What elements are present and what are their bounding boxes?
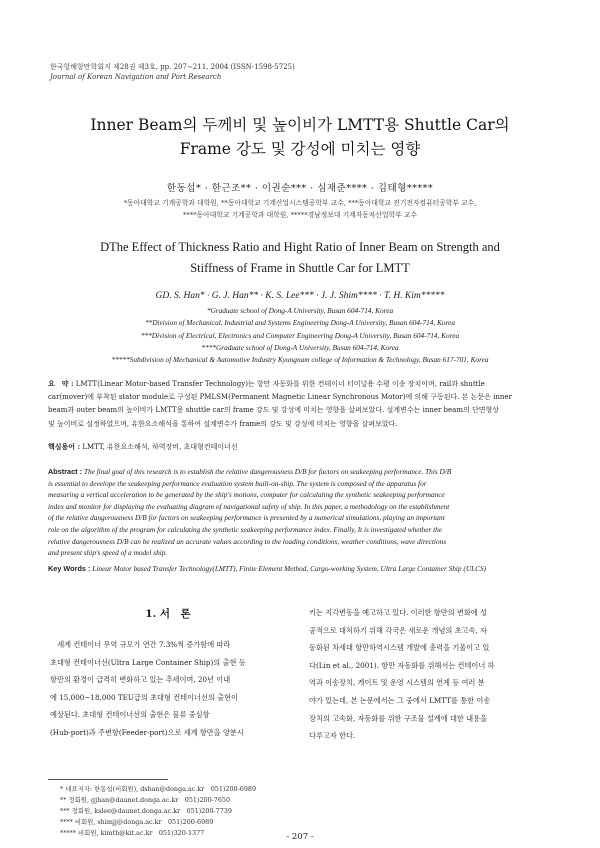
body-line: 세계 컨테이너 무역 규모가 연간 7.3%씩 증가함에 따라: [57, 640, 231, 649]
english-affiliation-line: ****Graduate school of Dong-A University, Busan 604-714, Korea: [201, 342, 399, 352]
english-authors: GD. S. Han* · G. J. Han** · K. S. Lee*** · J. J. Shim**** · T. H. Kim*****: [155, 291, 445, 301]
body-line: (Hub-port)과 주변항(Feeder-port)으로 세계 항만을 양분시: [50, 727, 244, 737]
english-keywords-label: Key Words :: [48, 564, 91, 573]
korean-keywords-text: LMTT, 유한요소해석, 하역장비, 초대형컨테이너선: [82, 443, 238, 451]
body-column-left: [50, 636, 290, 742]
body-line: 역과 이송장치, 게이트 및 운영 시스템의 연계 등 여러 분: [309, 678, 485, 688]
abstract-line: is essential to develope the seakeeping performance evaluation system built-on-ship. The system is composed of the apparatus for: [48, 478, 427, 488]
korean-abstract: [48, 377, 558, 431]
body-line: 다루고자 한다.: [309, 731, 356, 741]
english-affiliations: [40, 305, 560, 366]
korean-abstract-label: 요 약 :: [48, 379, 74, 388]
footnotes: [60, 784, 256, 839]
korean-affiliation-line: ****동아대학교 기계공학과 대학원, *****경남정보대 기계자동차산업학부 교수: [183, 211, 417, 219]
english-abstract-label: Abstract :: [48, 467, 83, 476]
body-line: 동화된 차세대 항만하역시스템 개발에 총력을 기울이고 있: [309, 643, 490, 653]
page-number: - 207 -: [286, 832, 314, 842]
abstract-line: index and monitor for displaying the evaluating diagram of navigational safety of ship. In this paper, a methodology on the establishment: [48, 501, 450, 511]
footnote-divider: [48, 779, 168, 780]
body-line: 공적으로 대처하기 위해 각국은 새로운 개념의 초고속, 자: [309, 625, 487, 635]
english-title-line2: Stiffness of Frame in Shuttle Car for LMTT: [190, 261, 410, 275]
body-line: 장치의 고속화, 자동화를 위한 구조물 설계에 대한 내용을: [309, 713, 487, 723]
abstract-line: beam과 outer beam의 높이비가 LMTT용 shuttle car의 frame 강도 및 강성에 미치는 영향을 살펴보았다. 설계변수는 inner beam의 단면형상: [48, 406, 500, 415]
abstract-line: The final goal of this research is to establish the relative dangerousness D/B for factors on seakeeping performance. This D/B: [83, 467, 452, 476]
english-affiliation-line: **Division of Mechanical, Industrial and Systems Engineering Dong-A University, Busan 604-714, Korea: [144, 318, 456, 328]
korean-keywords: [48, 442, 558, 452]
abstract-line: LMTT(Linear Motor-based Transfer Technology)는 항만 자동화를 위한 컨테이너 터미널용 수평 이송 장치이며, rail과 shuttle: [75, 380, 485, 388]
english-title: [30, 237, 570, 279]
abstract-line: 및 높이비로 설정하였으며, 유한요소해석을 통하여 설계변수가 frame의 강도 및 강성에 미치는 영향을 살펴보았다.: [48, 419, 398, 428]
abstract-line: measuring a vertical acceleration to be generated by the ship's motions, computer for calculating the synthetic seakeeping performance: [48, 490, 445, 500]
english-title-line1: DThe Effect of Thickness Ratio and Hight Ratio of Inner Beam on Strength and: [100, 240, 500, 254]
footnote: ** 정회원, gjhan@daunet.donga.ac.kr 051)200-7650: [60, 796, 231, 804]
section-heading-introduction: 1. 서 론: [145, 608, 191, 620]
korean-keywords-label: 핵심용어 :: [48, 442, 81, 451]
english-abstract: [48, 466, 558, 559]
korean-title: [40, 113, 560, 161]
english-affiliation-line: ***Division of Electrical, Electronics and Computer Engineering Dong-A University, Busan 604-714, Korea: [140, 330, 460, 340]
footnote: * 대표저자: 한동섭(비회원), dshan@donga.ac.kr 051)200-6989: [60, 785, 257, 793]
body-line: 야가 있는데, 본 논문에서는 그 중에서 LMTT를 통한 이송: [309, 695, 491, 705]
korean-authors: 한동섭* · 한근조** · 이권순*** · 심재준**** · 김태형*****: [166, 183, 434, 194]
body-paragraph: [50, 636, 290, 742]
journal-header: [50, 62, 295, 82]
abstract-line: and present ship's speed of a model ship.: [48, 548, 168, 558]
journal-citation: 한국항해항만학회지 제28권 제3호, pp. 207∼211, 2004 (ISSN-1598-5725): [50, 63, 295, 71]
abstract-line: of the relative dangerousness D/B for factors on seakeeping performance is presented by a numerical simulations, playing an important: [48, 513, 445, 523]
korean-title-line1: Inner Beam의 두께비 및 높이비가 LMTT용 Shuttle Car의: [90, 116, 510, 134]
body-line: 키는 지각변동을 예고하고 있다. 이러한 항만의 변화에 성: [309, 608, 487, 617]
body-line: 에 15,000∼18,000 TEU급의 초대형 컨테이너선의 출현이: [50, 692, 238, 702]
footnote: **** 비회원, shimjj@donga.ac.kr 051)200-6989: [60, 818, 214, 826]
body-line: 예상된다. 초대형 컨테이너선의 출현은 물류 중심항: [50, 710, 210, 720]
body-line: 항만의 환경이 급격히 변화하고 있는 추세이며, 20년 이내: [50, 675, 231, 685]
footnote: *** 정회원, kslee@daunet.donga.ac.kr 051)200-7739: [60, 807, 232, 815]
english-affiliation-line: *****Subdivision of Mechanical & Automotive Industry Kyungnam college of Information & Technology, Busan 617-701, Korea: [111, 355, 489, 365]
footnote: ***** 비회원, kimth@kit.ac.kr 051)320-1377: [60, 829, 205, 837]
abstract-line: role on the algorithm of the program for calculating the synthetic seakeeping performance index. Finally, It is investigated whether the: [48, 524, 443, 534]
abstract-line: relative dangerousness D/B can be realized an accurate values according to the loading conditions, weather conditions, wave directions: [48, 536, 447, 546]
body-column-right: [309, 604, 549, 745]
english-keywords: [48, 563, 558, 575]
korean-affiliation-line: *동아대학교 기계공학과 대학원, **동아대학교 기계산업시스템공학부 교수, ***동아대학교 전기전자컴퓨터공학부 교수,: [123, 199, 477, 207]
body-line: 다(Lin et al., 2001). 항만 자동화를 위해서는 컨테이너 하: [309, 660, 495, 670]
english-keywords-text: Linear Motor based Transfer Technology(LMTT), Finite Element Method, Cargo-working System, Ultra Large Container Ship (ULCS): [92, 564, 487, 573]
body-line: 초대형 컨테이너선(Ultra Large Container Ship)의 출현 등: [50, 657, 246, 667]
journal-name: Journal of Korean Navigation and Port Research: [50, 73, 222, 81]
abstract-line: car(mover)에 부착된 stator module로 구성된 PMLSM(Permanent Magnetic Linear Synchronous Motor)에 의해 구동된다. 본 논문은 inner: [48, 393, 512, 402]
korean-title-line2: Frame 강도 및 강성에 미치는 영향: [179, 140, 421, 158]
english-affiliation-line: *Graduate school of Dong-A University, Busan 604-714, Korea: [206, 306, 394, 315]
korean-affiliations: [40, 197, 560, 221]
